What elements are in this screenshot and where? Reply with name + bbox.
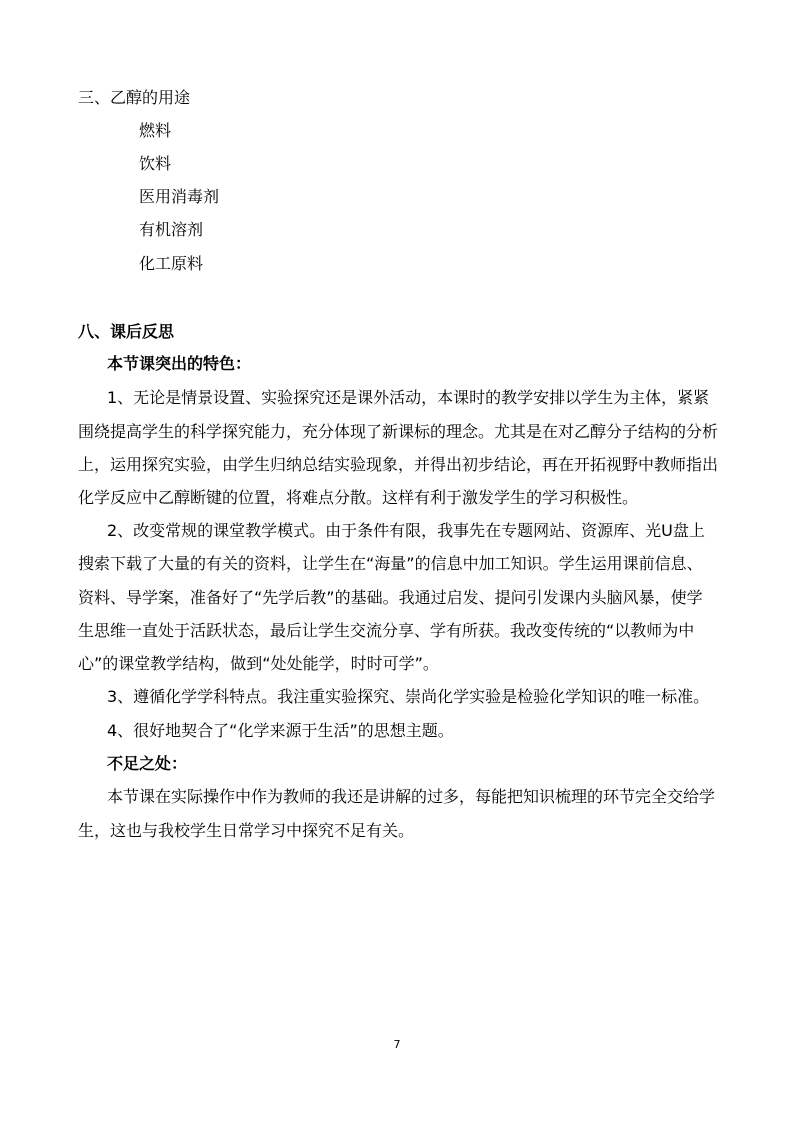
paragraph-line: 化学反应中乙醇断键的位置，将难点分散。这样有利于激发学生的学习积极性。 — [78, 488, 639, 507]
features-heading: 本节课突出的特色： — [107, 354, 252, 373]
use-item: 医用消毒剂 — [139, 187, 220, 206]
paragraph-line: 资料、导学案，准备好了“先学后教”的基础。我通过启发、提问引发课内头脑风暴，使学 — [78, 588, 703, 607]
paragraph-line: 上，运用探究实验，由学生归纳总结实验现象，并得出初步结论，再在开拓视野中教师指出 — [78, 455, 719, 474]
paragraph-line: 1、无论是情景设置、实验探究还是课外活动，本课时的教学安排以学生为主体，紧紧 — [107, 388, 710, 407]
paragraph-line: 本节课在实际操作中作为教师的我还是讲解的过多，每能把知识梳理的环节完全交给学 — [107, 787, 716, 806]
paragraph-line: 围绕提高学生的科学探究能力，充分体现了新课标的理念。尤其是在对乙醇分子结构的分析 — [78, 422, 719, 441]
paragraph-line: 4、很好地契合了“化学来源于生活”的思想主题。 — [107, 721, 454, 740]
paragraph-line: 搜索下载了大量的有关的资料，让学生在“海量”的信息中加工知识。学生运用课前信息、 — [78, 554, 703, 573]
paragraph-line: 2、改变常规的课堂教学模式。由于条件有限，我事先在专题网站、资源库、光U盘上 — [107, 521, 705, 540]
paragraph-line: 心”的课堂教学结构，做到“处处能学，时时可学”。 — [78, 654, 439, 673]
use-item: 化工原料 — [139, 254, 204, 273]
shortcomings-heading: 不足之处： — [107, 754, 188, 773]
paragraph-line: 生思维一直处于活跃状态，最后让学生交流分享、学有所获。我改变传统的“以教师为中 — [78, 621, 695, 640]
paragraph-line: 生，这也与我校学生日常学习中探究不足有关。 — [78, 821, 415, 840]
use-item: 燃料 — [139, 121, 172, 140]
section-heading-uses: 三、乙醇的用途 — [78, 88, 191, 107]
use-item: 饮料 — [139, 154, 172, 173]
section-heading-reflection: 八、课后反思 — [78, 322, 175, 341]
page-number: 7 — [393, 1038, 401, 1051]
use-item: 有机溶剂 — [139, 220, 204, 239]
paragraph-line: 3、遵循化学学科特点。我注重实验探究、崇尚化学实验是检验化学知识的唯一标准。 — [107, 687, 710, 706]
